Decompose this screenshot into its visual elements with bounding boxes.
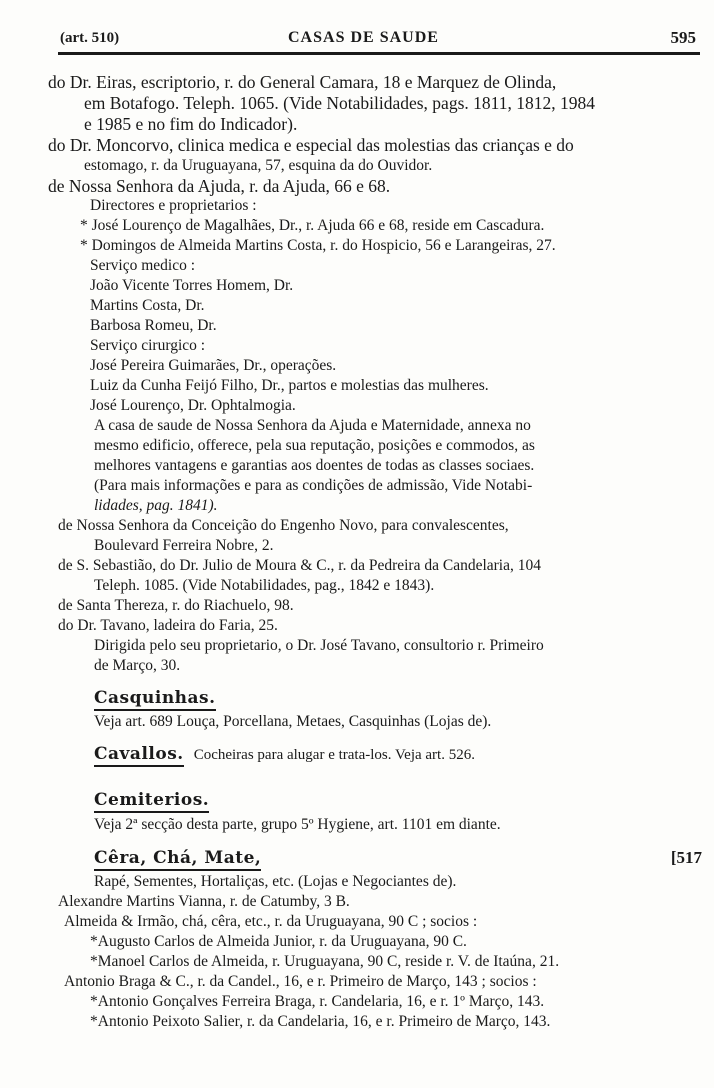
text-line: A casa de saude de Nossa Senhora da Ajuda e Maternidade, annexa no [94, 417, 531, 434]
text-line: de S. Sebastião, do Dr. Julio de Moura & C., r. da Pedreira da Candelaria, 104 [58, 557, 541, 574]
text-line: do Dr. Eiras, escriptorio, r. do General Camara, 18 e Marquez de Olinda, [48, 72, 557, 92]
text-line: mesmo edificio, offerece, pela sua reputação, posições e commodos, as [94, 437, 535, 454]
text-line: José Pereira Guimarães, Dr., operações. [90, 357, 337, 374]
text-line: do Dr. Tavano, ladeira do Faria, 25. [58, 617, 278, 634]
text-line: Directores e proprietarios : [90, 197, 257, 214]
text-line: Teleph. 1085. (Vide Notabilidades, pag., 1842 e 1843). [94, 577, 435, 594]
text-line: Barbosa Romeu, Dr. [90, 317, 217, 334]
section-heading-cemiterios [94, 790, 209, 813]
section-text: Veja 2ª secção desta parte, grupo 5º Hygiene, art. 1101 em diante. [94, 816, 501, 833]
text-line: Dirigida pelo seu proprietario, o Dr. José Tavano, consultorio r. Primeiro [94, 637, 544, 654]
text-line: e 1985 e no fim do Indicador). [84, 114, 298, 134]
section-title: Casquinhas. [94, 688, 216, 711]
section-title: Cêra, Chá, Mate, [94, 848, 261, 871]
text-line: lidades, pag. 1841). [94, 497, 218, 514]
merchant-line: *Antonio Peixoto Salier, r. da Candelaria, 16, e r. Primeiro de Março, 143. [90, 1013, 551, 1030]
text-line: de Santa Thereza, r. do Riachuelo, 98. [58, 597, 294, 614]
section-title: Cavallos. [94, 744, 184, 767]
page-number: 595 [670, 28, 696, 47]
section-heading-casquinhas [94, 688, 216, 711]
text-line: de Nossa Senhora da Ajuda, r. da Ajuda, 66 e 68. [48, 176, 391, 196]
section-heading-cavallos [94, 744, 475, 767]
section-text: Cocheiras para alugar e trata-los. Veja art. 526. [193, 747, 475, 763]
text-line: do Dr. Moncorvo, clinica medica e especial das molestias das crianças e do [48, 135, 574, 155]
text-line: de Nossa Senhora da Conceição do Engenho Novo, para convalescentes, [58, 517, 509, 534]
text-line: melhores vantagens e garantias aos doentes de todas as classes sociaes. [94, 457, 535, 474]
article-tag: [517 [670, 848, 702, 867]
text-line: Luiz da Cunha Feijó Filho, Dr., partos e molestias das mulheres. [90, 377, 489, 394]
text-line: * José Lourenço de Magalhães, Dr., r. Ajuda 66 e 68, reside em Cascadura. [80, 217, 545, 234]
merchant-line: *Manoel Carlos de Almeida, r. Uruguayana, 90 C, reside r. V. de Itaúna, 21. [90, 953, 560, 970]
merchant-line: *Augusto Carlos de Almeida Junior, r. da Uruguayana, 90 C. [90, 933, 467, 950]
section-text: Rapé, Sementes, Hortaliças, etc. (Lojas e Negociantes de). [94, 873, 457, 890]
text-line: de Março, 30. [94, 657, 181, 674]
page-header [58, 28, 700, 50]
text-line: (Para mais informações e para as condições de admissão, Vide Notabi- [94, 477, 533, 494]
section-text: Veja art. 689 Louça, Porcellana, Metaes, Casquinhas (Lojas de). [94, 713, 492, 730]
section-heading-cera-cha-mate [94, 848, 261, 871]
text-line: João Vicente Torres Homem, Dr. [90, 277, 294, 294]
merchant-line: Antonio Braga & C., r. da Candel., 16, e r. Primeiro de Março, 143 ; socios : [64, 973, 537, 990]
text-line: Serviço medico : [90, 257, 196, 274]
section-title: Cemiterios. [94, 790, 209, 813]
text-line: * Domingos de Almeida Martins Costa, r. do Hospicio, 56 e Larangeiras, 27. [80, 237, 556, 254]
header-rule [58, 52, 700, 55]
article-reference: (art. 510) [60, 30, 120, 46]
merchant-line: Alexandre Martins Vianna, r. de Catumby, 3 B. [58, 893, 350, 910]
text-line: estomago, r. da Uruguayana, 57, esquina da do Ouvidor. [84, 157, 433, 174]
page-title: CASAS DE SAUDE [288, 29, 439, 46]
text-line: Serviço cirurgico : [90, 337, 206, 354]
merchant-line: *Antonio Gonçalves Ferreira Braga, r. Candelaria, 16, e r. 1º Março, 143. [90, 993, 545, 1010]
merchant-line: Almeida & Irmão, chá, cêra, etc., r. da Uruguayana, 90 C ; socios : [64, 913, 478, 930]
text-line: em Botafogo. Teleph. 1065. (Vide Notabilidades, pags. 1811, 1812, 1984 [84, 93, 595, 113]
text-line: José Lourenço, Dr. Ophtalmogia. [90, 397, 296, 414]
text-line: Martins Costa, Dr. [90, 297, 205, 314]
text-line: Boulevard Ferreira Nobre, 2. [94, 537, 274, 554]
